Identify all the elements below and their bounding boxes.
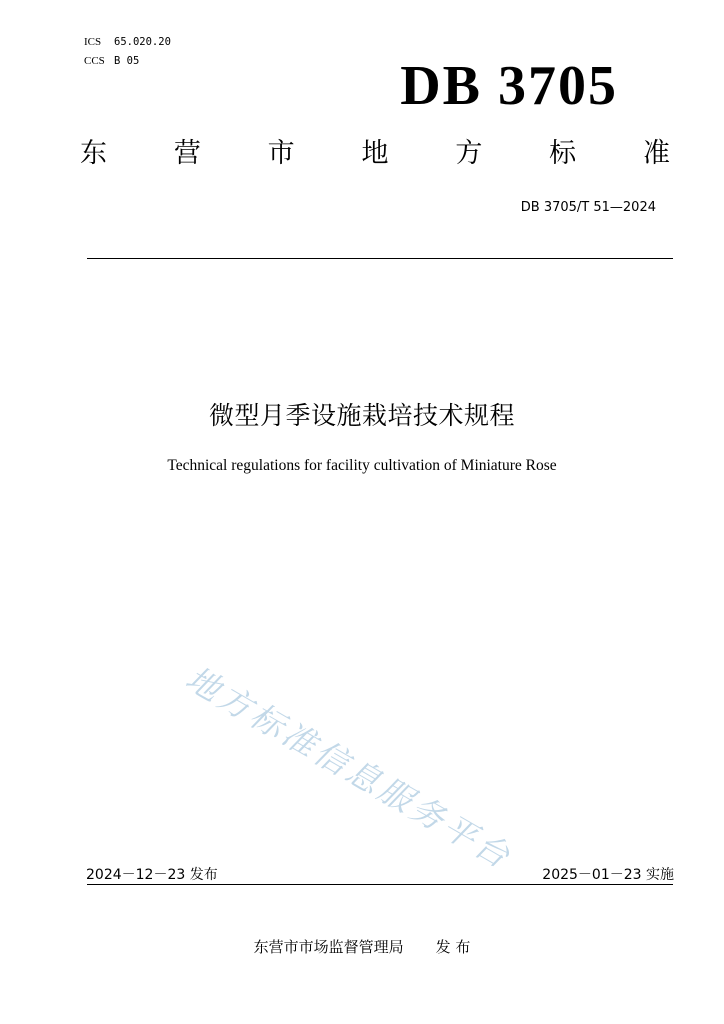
local-standard-char: 东 <box>80 138 107 169</box>
local-standard-heading <box>80 140 670 167</box>
bottom-divider <box>87 884 673 885</box>
local-standard-char: 准 <box>642 138 670 169</box>
ccs-value: B 05 <box>114 55 140 67</box>
local-standard-char: 地 <box>361 138 389 169</box>
db-code-heading: DB 3705 <box>400 55 618 117</box>
document-title-chinese: 微型月季设施栽培技术规程 <box>208 401 515 430</box>
top-divider <box>87 258 673 259</box>
publisher-name: 东营市市场监督管理局 <box>253 938 404 956</box>
publisher-line <box>0 936 724 957</box>
standard-number: DB 3705/T 51—2024 <box>520 200 656 215</box>
implementation-date: 2025－01－23 实施 <box>542 867 674 883</box>
issue-date: 2024－12－23 发布 <box>86 867 218 883</box>
publisher-action: 发 布 <box>435 938 471 956</box>
ics-label: ICS <box>84 36 102 48</box>
ics-value: 65.020.20 <box>114 36 171 48</box>
ccs-classification <box>84 55 139 67</box>
local-standard-char: 方 <box>455 138 483 169</box>
local-standard-char: 市 <box>267 138 295 169</box>
platform-watermark: 地方标准信息服务平台 <box>179 658 520 878</box>
local-standard-char: 标 <box>549 138 577 169</box>
ccs-label: CCS <box>84 55 105 67</box>
local-standard-char: 营 <box>173 138 201 169</box>
document-title-english: Technical regulations for facility cultivation of Miniature Rose <box>167 457 557 474</box>
ics-classification <box>84 36 171 48</box>
